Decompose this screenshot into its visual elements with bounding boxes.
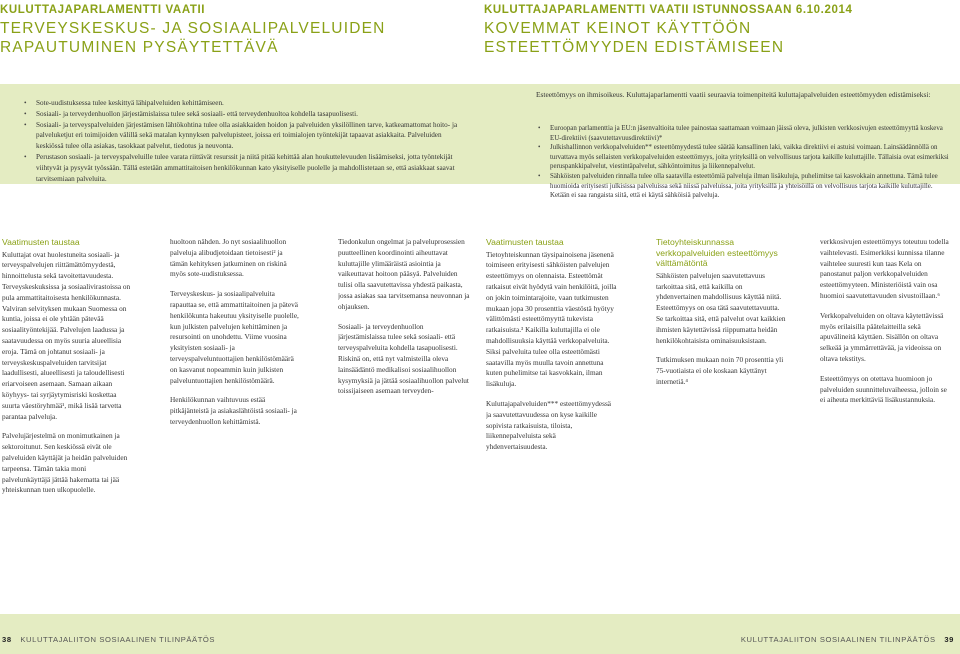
footer-band bbox=[0, 614, 480, 654]
headline-line-2: RAPAUTUMINEN PYSÄYTETTÄVÄ bbox=[0, 39, 279, 56]
text-column-3 bbox=[820, 237, 952, 613]
right-page bbox=[480, 0, 960, 654]
headline-line-1: KOVEMMAT KEINOT KÄYTTÖÖN bbox=[484, 20, 752, 37]
publication-name: KULUTTAJALIITON SOSIAALINEN TILINPÄÄTÖS bbox=[740, 635, 936, 644]
paragraph: huoltoon nähden. Jo nyt sosiaalihuollon palveluja alibudjetoidaan tietoisesti² ja tämän kehityksen jatkuminen on riskinä myös sote-uudistuksessa. bbox=[170, 237, 287, 279]
paragraph: Esteettömyys on otettava huomioon jo palveluiden suunnitteluvaiheessa, jolloin se ei aiheuta merkittäviä lisäkustannuksia. bbox=[820, 373, 947, 405]
demand-item: • Sote-uudistuksessa tulee keskittyä lähipalveluiden kehittämiseen. bbox=[22, 98, 458, 109]
demand-item: • Sosiaali- ja terveydenhuollon järjestämislaissa tulee sekä sosiaali- että terveydenhuoltoa kohdella tasapuolisesti. bbox=[22, 109, 458, 120]
paragraph: Verkkopalveluiden on oltava käytettävissä myös erilaisilla päätelaitteilla sekä apuvälineitä käyttäen. Sisällön on oltava selkeää ja ymmärrettävää, ja videoissa on oltava tekstitys. bbox=[820, 310, 944, 363]
demand-item: • Sähköisten palveluiden rinnalla tulee olla saatavilla esteettömiä palveluja ilman lisäkuluja, puhelimitse tai kasvokkain annettuna. Tämä tulee huomioida erityisesti julkisissa palveluissa sekä niissä palveluissa, joita yrityksillä ja yhteisöillä on velvollisuus tarjota kaikille kuluttajille. Ketään ei saa rangaista siitä, että ei käytä sähköisiä palveluja. bbox=[536, 172, 950, 201]
text-column-2 bbox=[656, 237, 788, 613]
page-footer bbox=[741, 635, 954, 644]
page-number: 38 bbox=[2, 635, 12, 644]
publication-name: KULUTTAJALIITON SOSIAALINEN TILINPÄÄTÖS bbox=[20, 635, 216, 644]
demands-box bbox=[480, 84, 960, 200]
paragraph: verkkosivujen esteettömyys toteutuu todella vaihtelevasti. Esimerkiksi kunnissa tilanne vaihtelee suuresti kun taas Kela on panostanut paljon verkkopalveluiden esteettömyyteen. Ministeriöistä vain osa huomioi saavutettavuuden sivustoillaan.⁶ bbox=[820, 237, 949, 300]
paragraph: Kuluttajapalveluiden*** esteettömyydessä ja saavutettavuudessa on kyse kaikille sopivista ratkaisuista, tiloista, liikennepalveluista sekä yhdenvertaisuudesta. bbox=[486, 398, 612, 452]
text-column-2 bbox=[170, 237, 302, 613]
text-column-1 bbox=[2, 237, 134, 613]
paragraph: Tiedonkulun ongelmat ja palveluprosessien puutteellinen koordinointi aiheuttavat kuluttajille ylimääräistä asiointia ja vaikeuttavat hoitoon pääsyä. Palveluiden tulisi olla saavutettavissa yhdestä paikasta, jossa asiakas saa tarvitsemansa neuvonnan ja ohjauksen. bbox=[338, 237, 470, 311]
demands-list bbox=[536, 124, 950, 201]
headline-line-2: ESTEETTÖMYYDEN EDISTÄMISEEN bbox=[484, 39, 785, 56]
demands-lead: Esteettömyys on ihmisoikeus. Kuluttajaparlamentti vaatii seuraavia toimenpiteitä kuluttajapalveluiden esteettömyyden edistämiseksi: bbox=[536, 90, 931, 99]
section-title: Tietoyhteiskunnassa verkkopalveluiden esteettömyys välttämätöntä bbox=[656, 237, 778, 269]
page-number: 39 bbox=[944, 635, 954, 644]
paragraph: Sähköisten palvelujen saavutettavuus tarkoittaa sitä, että kaikilla on yhdenvertainen mahdollisuus käyttää niitä. Esteettömyys on osa tätä saavutettavuutta. Se tarkoittaa sitä, että palvelut ovat kaikkien ihmisten käytettävissä riippumatta heidän henkilökohtaisista ominaisuuksistaan. bbox=[656, 270, 786, 345]
footer-band bbox=[480, 614, 960, 654]
paragraph: Tietoyhteiskunnan täysipainoisena jäsenenä toimiseen erityisesti sähköisten palvelujen esteettömyys on olennaista. Esteettömät ratkaisut eivät hyödytä vain henkilöitä, joilla on jokin toimintarajoite, vaan tutkimusten mukaan jopa 30 prosenttia väestöstä hyötyy välittömästi esteettömyyttä tukevista ratkaisuista.³ Kaikilla kuluttajilla ei ole mahdollisuuksia käyttää verkkopalveluita. Siksi palveluita tulee olla esteettömästi saatavilla myös muulla tavoin annettuna kuten puhelimitse tai kasvokkain, ilman lisäkuluja. bbox=[486, 249, 617, 389]
page-kicker: KULUTTAJAPARLAMENTTI VAATII bbox=[0, 4, 206, 16]
paragraph: Tutkimuksen mukaan noin 70 prosenttia yli 75-vuotiaista ei ole koskaan käyttänyt internetiä.⁴ bbox=[656, 355, 784, 386]
text-column-1 bbox=[486, 237, 618, 613]
section-title: Vaatimusten taustaa bbox=[486, 237, 564, 247]
paragraph: Terveyskeskus- ja sosiaalipalveluita rapauttaa se, että ammattitaitoinen ja pätevä henkilökunta hakeutuu yksityiselle puolelle, kun julkisten palvelujen kehittäminen ja resursointi on unohdettu. Viime vuosina yksityisten sosiaali- ja terveyspalveluntuottajien henkilöstömäärä on kasvanut nopeammin kuin julkisten palveluntuottajien henkilöstömäärä. bbox=[170, 289, 299, 385]
demand-item: • Julkishallinnon verkkopalveluiden** esteettömyydestä tulee säätää kansallinen laki, vaikka direktiivi ei astuisi voimaan. Lainsäädännöllä on turvattava myös sellaisten verkkopalveluiden esteettömyys, joita yrityksillä on velvollisuus tarjota kaikille kuluttajille. Tällaisia ovat esimerkiksi peruspankkipalvelut, viestintäpalvelut, sähköntoimitus ja liikennepalvelut. bbox=[536, 143, 950, 172]
page-footer bbox=[2, 635, 215, 644]
demands-list bbox=[22, 98, 458, 184]
page-kicker: KULUTTAJAPARLAMENTTI VAATII ISTUNNOSSAAN 6.10.2014 bbox=[484, 4, 853, 16]
paragraph: Henkilökunnan vaihtuvuus estää pitkäjänteistä ja asiakaslähtöistä sosiaali- ja terveydenhuollon kehittämistä. bbox=[170, 395, 297, 426]
text-column-3 bbox=[338, 237, 470, 613]
demand-item: • Sosiaali- ja terveyspalveluiden järjestämisen lähtökohtina tulee olla asiakkaiden hoidon ja palveluiden yksilöllinen tarve, katkeamattomat hoito- ja palveluketjut eri toimijoiden välillä sekä matalan kynnyksen palvelupisteet, joissa eri toimialojen työntekijät tapaavat asiakkaita. Palveluiden keskiössä tulee olla asiakas, tasokkaat palvelut, tiedotus ja neuvonta. bbox=[22, 120, 458, 152]
demands-box bbox=[0, 84, 480, 184]
page-headline bbox=[0, 19, 386, 57]
page-headline bbox=[484, 19, 784, 57]
headline-line-1: TERVEYSKESKUS- JA SOSIAALIPALVELUIDEN bbox=[0, 20, 386, 37]
paragraph: Kuluttajat ovat huolestuneita sosiaali- ja terveyspalvelujen riittämättömyydestä, hinnoittelusta sekä tavoitettavuudesta. Terveyskeskuksissa ja sosiaalivirastoissa on pula ammattitaitoisesta henkilökunnasta. Valviran selvityksen mukaan Suomessa on kuntia, joissa ei ole yhtään pätevää sosiaalityöntekijää. Palvelujen laadussa ja saatavuudessa on myös suuria alueellisia eroja. Tämä on johtanut sosiaali- ja terveyskeskuspalveluiden tarvitsijat laadullisesti, alueellisesti ja taloudellisesti eriarvoiseen asemaan. Samaan aikaan köyhyys- tai syrjäytymisriski koskettaa suurta väestöryhmää¹, mikä lisää tarvetta parantaa palveluja. bbox=[2, 249, 131, 421]
demand-item: • Perustason sosiaali- ja terveyspalveluille tulee varata riittävät resurssit ja niitä pitää kehittää alan houkuttelevuuden lisäämiseksi, jotta työntekijät viihtyvät ja pysyvät työssään. Tällä estetään ammattitaitoisen henkilökunnan kato yksityiselle puolelle ja mahdollistetaan se, että asiakkaat saavat tarvitsemiaan palveluita. bbox=[22, 152, 458, 184]
section-title: Vaatimusten taustaa bbox=[2, 237, 80, 247]
demand-item: • Euroopan parlamenttia ja EU:n jäsenvaltioita tulee painostaa saattamaan voimaan jäissä oleva, julkisten verkkosivujen esteettömyyttä koskeva EU-direktiivi (saavutettavuusdirektiivi)* bbox=[536, 124, 950, 143]
paragraph: Sosiaali- ja terveydenhuollon järjestämislaissa tulee sekä sosiaali- että terveyspalveluita kohdella tasapuolisesti. Riskinä on, että nyt valmisteilla oleva lainsäädäntö medikalisoi sosiaalihuollon kysymyksiä ja jättää sosiaalihuollon palvelut toissijaiseen asemaan terveyden- bbox=[338, 321, 469, 396]
paragraph: Palvelujärjestelmä on monimutkainen ja sektoroitunut. Sen keskiössä eivät ole palveluiden käyttäjät ja heidän palveluiden tarpeensa. Tämän takia moni palvelunkäyttäjä jättää hakematta tai jää yhteiskunnan tuen ulkopuolelle. bbox=[2, 431, 128, 495]
